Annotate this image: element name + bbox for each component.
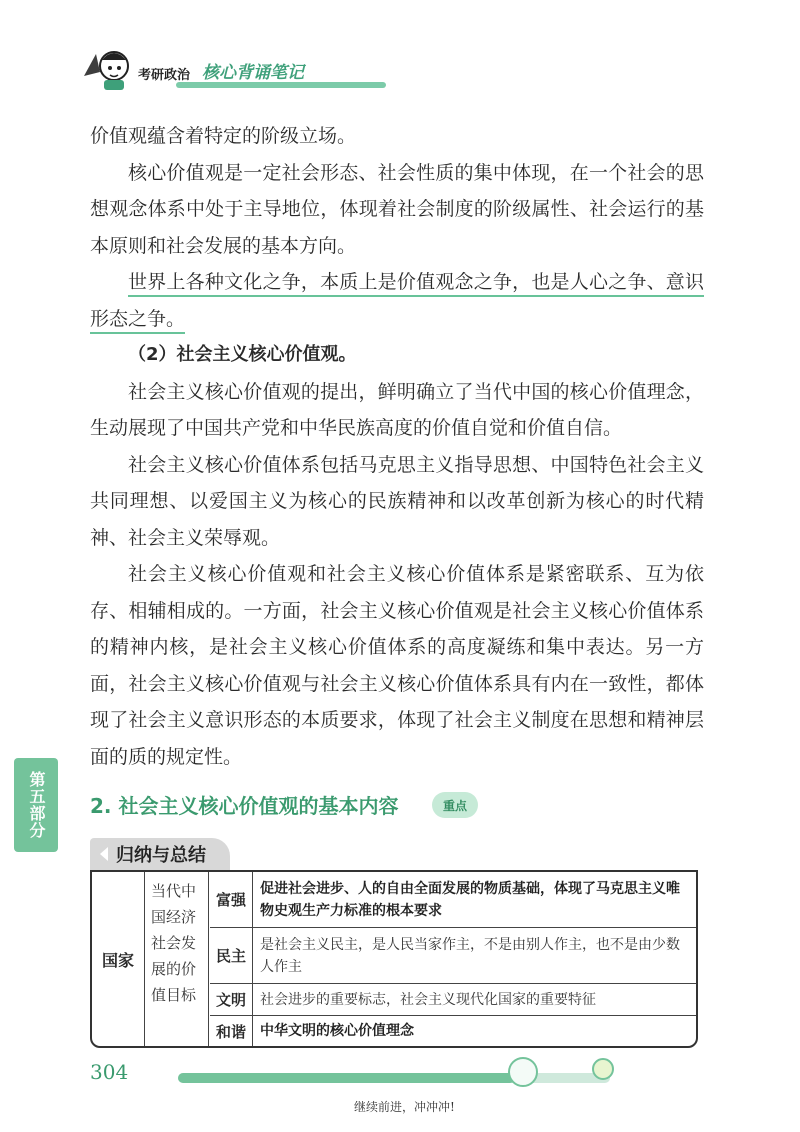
- goal-cell: 当代中国经济社会发展的价值目标: [145, 872, 209, 1046]
- page-header: [80, 46, 400, 96]
- reading-progress: [178, 1073, 610, 1083]
- value-key: 和谐: [210, 1016, 253, 1046]
- paragraph: 价值观蕴含着特定的阶级立场。: [90, 125, 357, 147]
- subheading: （2）社会主义核心价值观。: [128, 344, 357, 365]
- table-row: [210, 984, 696, 1016]
- key-point-badge: 重点: [432, 792, 478, 818]
- body-text: [90, 118, 704, 775]
- value-text: 是社会主义民主，是人民当家作主，不是由别人作主，也不是由少数人作主: [260, 936, 680, 975]
- book-title: 核心背诵笔记: [202, 63, 304, 83]
- value-key: 文明: [210, 984, 253, 1015]
- footer-slogan: 继续前进，冲冲冲!: [354, 1100, 455, 1114]
- arrow-left-icon: [100, 847, 108, 861]
- country-cell: 国家: [92, 872, 145, 1046]
- section-title: 2. 社会主义核心价值观的基本内容: [90, 794, 399, 818]
- value-text: 促进社会进步、人的自由全面发展的物质基础，体现了马克思主义唯物史观生产力标准的根本要求: [260, 880, 680, 919]
- progress-marker: [508, 1057, 538, 1087]
- table-row: [210, 872, 696, 928]
- part-side-tab: 第五部分: [14, 758, 58, 852]
- paragraph: 核心价值观是一定社会形态、社会性质的集中体现，在一个社会的思想观念体系中处于主导地位，体现着社会制度的阶级属性、社会运行的基本原则和社会发展的基本方向。: [90, 161, 704, 257]
- highlight-text: 世界上各种文化之争，本质上是价值观念之争，也是人心之争、意识形态之争。: [90, 271, 704, 334]
- value-key: 富强: [210, 872, 253, 927]
- progress-end-icon: [592, 1058, 614, 1080]
- paragraph: 社会主义核心价值观和社会主义核心价值体系是紧密联系、互为依存、相辅相成的。一方面，社会主义核心价值观是社会主义核心价值体系的精神内核，是社会主义核心价值体系的高度凝练和集中表达。另一方面，社会主义核心价值观与社会主义核心价值体系具有内在一致性，都体现了社会主义意识形态的本质要求，体现了社会主义制度在思想和精神层面的质的规定性。: [90, 563, 704, 768]
- series-title: 考研政治: [138, 68, 191, 83]
- table-row: [210, 928, 696, 984]
- mascot-icon: [80, 46, 134, 92]
- summary-label: [90, 838, 230, 870]
- value-text: 中华文明的核心价值理念: [260, 1023, 414, 1039]
- value-key: 民主: [210, 928, 253, 983]
- value-text: 社会进步的重要标志，社会主义现代化国家的重要特征: [260, 991, 596, 1008]
- progress-fill: [178, 1073, 515, 1083]
- paragraph: 社会主义核心价值体系包括马克思主义指导思想、中国特色社会主义共同理想、以爱国主义为核心的民族精神和以改革创新为核心的时代精神、社会主义荣辱观。: [90, 453, 704, 549]
- paragraph: 社会主义核心价值观的提出，鲜明确立了当代中国的核心价值理念，生动展现了中国共产党和中华民族高度的价值自觉和价值自信。: [90, 380, 704, 439]
- table-row: [210, 1016, 696, 1046]
- page-number: 304: [90, 1060, 129, 1084]
- summary-label-text: 归纳与总结: [116, 845, 206, 866]
- summary-table: [90, 870, 698, 1048]
- highlighted-paragraph: [90, 264, 704, 337]
